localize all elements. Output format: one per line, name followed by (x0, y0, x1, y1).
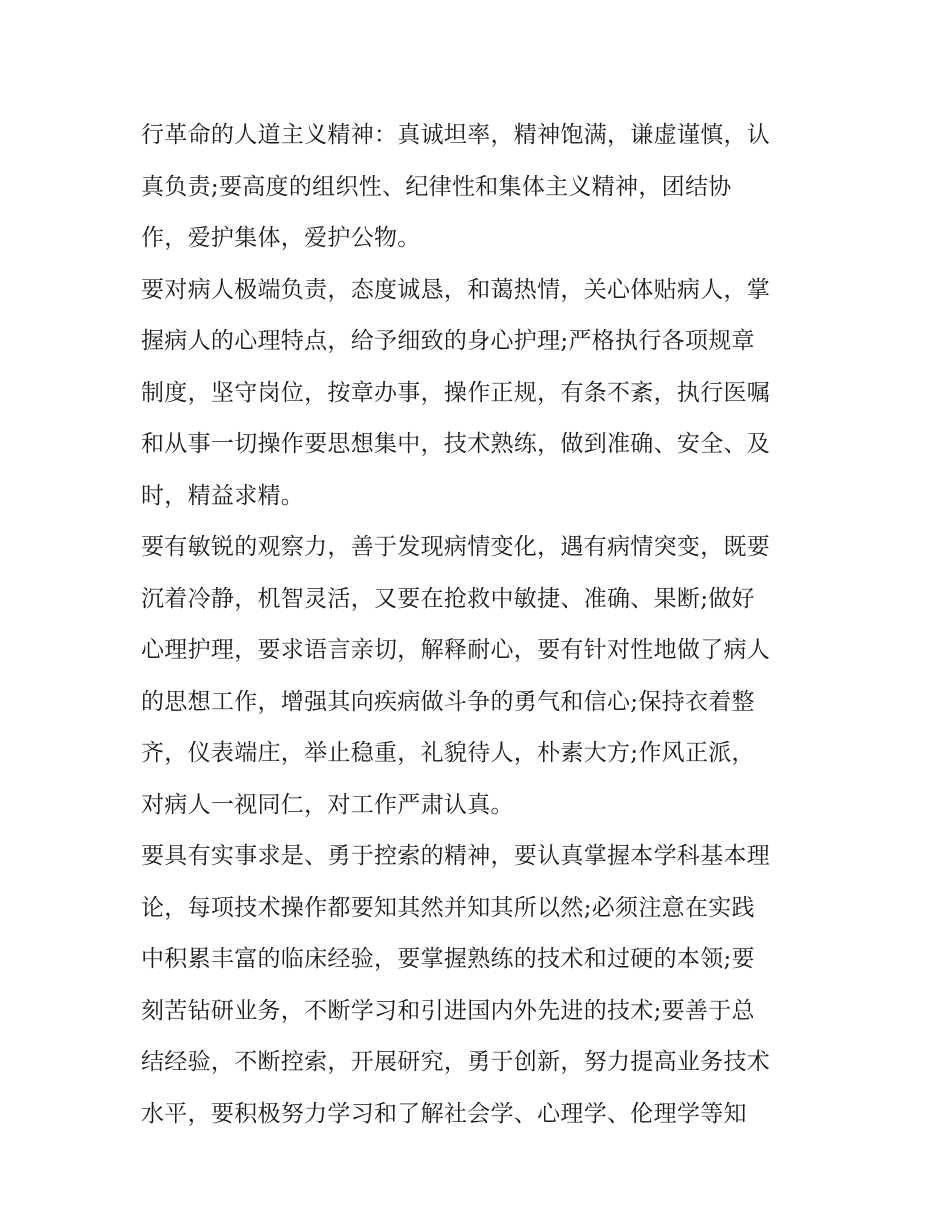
text-line: 结经验，不断控索，开展研究，勇于创新，努力提高业务技术 (141, 1049, 771, 1075)
text-line: 真负责;要高度的组织性、纪律性和集体主义精神，团结协 (141, 173, 732, 200)
text-line: 要具有实事求是、勇于控索的精神，要认真掌握本学科基本理 (141, 843, 771, 869)
text-line: 作，爱护集体，爱护公物。 (141, 225, 421, 251)
text-line: 握病人的心理特点，给予细致的身心护理;严格执行各项规章 (141, 328, 755, 354)
text-line: 沉着冷静，机智灵活，又要在抢救中敏捷、准确、果断;做好 (141, 585, 755, 612)
text-line: 对病人一视同仁，对工作严肃认真。 (141, 791, 514, 818)
text-line: 行革命的人道主义精神：真诚坦率，精神饱满，谦虚谨慎，认 (141, 122, 771, 148)
text-line: 心理护理，要求语言亲切，解释耐心，要有针对性地做了病人 (141, 637, 771, 663)
text-line: 要有敏锐的观察力，善于发现病情变化，遇有病情突变，既要 (141, 534, 771, 560)
text-line: 水平，要积极努力学习和了解社会学、心理学、伦理学等知 (141, 1100, 747, 1127)
text-line: 时，精益求精。 (141, 482, 305, 509)
text-line: 中积累丰富的临床经验，要掌握熟练的技术和过硬的本领;要 (141, 946, 755, 972)
text-line: 齐，仪表端庄，举止稳重，礼貌待人，朴素大方;作风正派， (141, 740, 755, 766)
text-line: 论，每项技术操作都要知其然并知其所以然;必须注意在实践 (141, 894, 755, 921)
text-line: 和从事一切操作要思想集中，技术熟练，做到准确、安全、及 (141, 431, 771, 457)
body-text (141, 110, 821, 1140)
text-line: 制度，坚守岗位，按章办事，操作正规，有条不紊，执行医嘱 (141, 379, 771, 406)
text-line: 刻苦钻研业务，不断学习和引进国内外先进的技术;要善于总 (141, 997, 755, 1024)
text-line: 要对病人极端负责，态度诚恳，和蔼热情，关心体贴病人，掌 (141, 276, 771, 303)
text-line: 的思想工作，增强其向疾病做斗争的勇气和信心;保持衣着整 (141, 688, 755, 715)
